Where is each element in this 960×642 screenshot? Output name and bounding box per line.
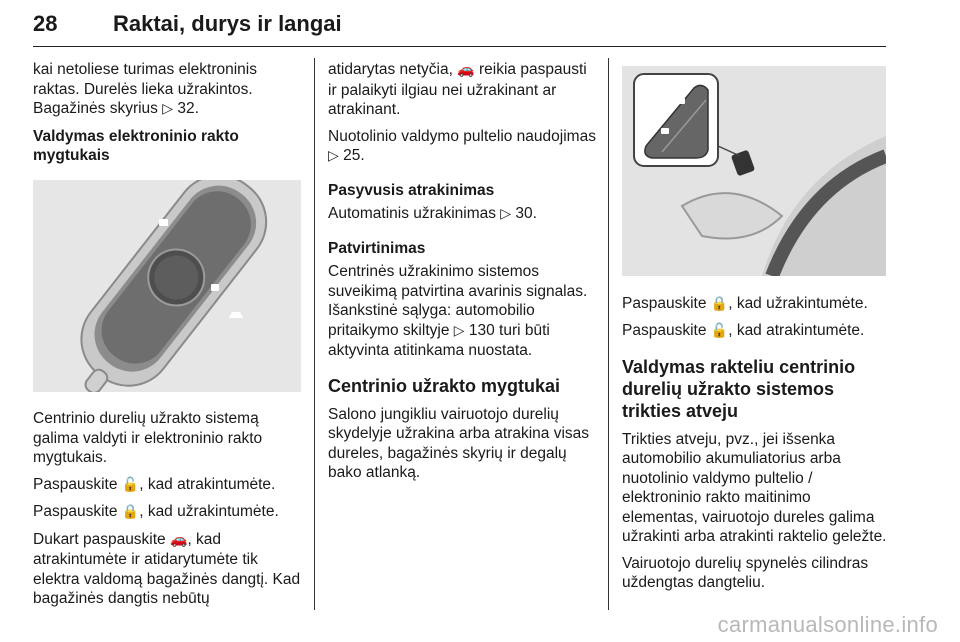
watermark: carmanualsonline.info (717, 612, 938, 637)
column-2 (328, 60, 598, 490)
paragraph: Paspauskite 🔒, kad užrakintumėte. (33, 503, 279, 520)
column-3 (622, 60, 890, 600)
trunk-icon: 🚗 (170, 531, 188, 548)
key-fob-illustration (33, 180, 301, 392)
paragraph: Dukart paspauskite 🚗, kad atrakintumėte ir atidarytumėte tik elektra valdomą bagažinės dangtį. Kad bagažinės dangtis nebūtų (33, 530, 301, 607)
door-switch-figure (622, 66, 890, 282)
paragraph: Centrinio durelių užrakto sistemą galima valdyti ir elektroninio rakto mygtukais. (33, 410, 263, 466)
paragraph: Centrinės užrakinimo sistemos suveikimą patvirtina avarinis signalas. Išankstinė sąlyga: automobilio pritaikymo skiltyje ▷ 130 turi būti aktyvinta atitinkama nuostata. (328, 263, 588, 359)
paragraph: Paspauskite 🔓, kad atrakintumėte. (33, 475, 276, 493)
page-number: 28 (33, 11, 58, 36)
section-heading: Centrinio užrakto mygtukai (328, 375, 561, 396)
page-title: Raktai, durys ir langai (113, 11, 342, 36)
reference-arrow-icon: ▷ (500, 206, 512, 222)
paragraph: Salono jungikliu vairuotojo durelių skydelyje užrakina arba atrakina visas dureles, bagažinės skyrių ir degalų bako atlanką. (328, 405, 590, 481)
column-1 (33, 60, 301, 616)
section-heading: Valdymas rakteliu centrinio durelių užrakto sistemos trikties atveju (622, 356, 856, 421)
paragraph: Automatinis užrakinimas ▷ 30. (328, 205, 537, 222)
section-heading: Patvirtinimas (328, 239, 426, 257)
reference-arrow-icon: ▷ (162, 101, 174, 117)
section-heading: Pasyvusis atrakinimas (328, 181, 495, 199)
paragraph: Nuotolinio valdymo pultelio naudojimas ▷ 25. (328, 127, 596, 164)
column-divider (608, 58, 609, 610)
paragraph: kai netoliese turimas elektroninis raktas. Durelės lieka užrakintos. Bagažinės skyrius ▷ 32. (33, 61, 257, 117)
column-divider (314, 58, 315, 610)
unlock-icon: 🔓 (710, 323, 729, 339)
paragraph: Vairuotojo durelių spynelės cilindras uždengtas dangteliu. (622, 554, 869, 591)
page-header (33, 4, 886, 47)
paragraph: Paspauskite 🔓, kad atrakintumėte. (622, 322, 865, 339)
reference-arrow-icon: ▷ (328, 148, 339, 164)
paragraph: Trikties atveju, pvz., jei išsenka automobilio akumuliatorius arba nuotolinio valdymo pultelio / elektroninio rakto maitinimo elementas, vairuotojo dureles galima užrakinti arba atrakinti raktelio geležte. (622, 430, 887, 545)
paragraph: atidarytas netyčia, 🚗 reikia paspausti ir palaikyti ilgiau nei užrakinant ar atrakinant. (328, 61, 587, 118)
reference-arrow-icon: ▷ (453, 322, 465, 339)
lock-icon: 🔒 (121, 504, 140, 520)
paragraph: Paspauskite 🔒, kad užrakintumėte. (622, 294, 868, 312)
door-switch-illustration (622, 66, 886, 276)
trunk-icon: 🚗 (457, 62, 475, 78)
key-fob-figure (33, 180, 301, 398)
section-heading: Valdymas elektroninio rakto mygtukais (33, 127, 239, 164)
lock-icon: 🔒 (710, 295, 729, 312)
unlock-icon: 🔓 (121, 476, 140, 493)
